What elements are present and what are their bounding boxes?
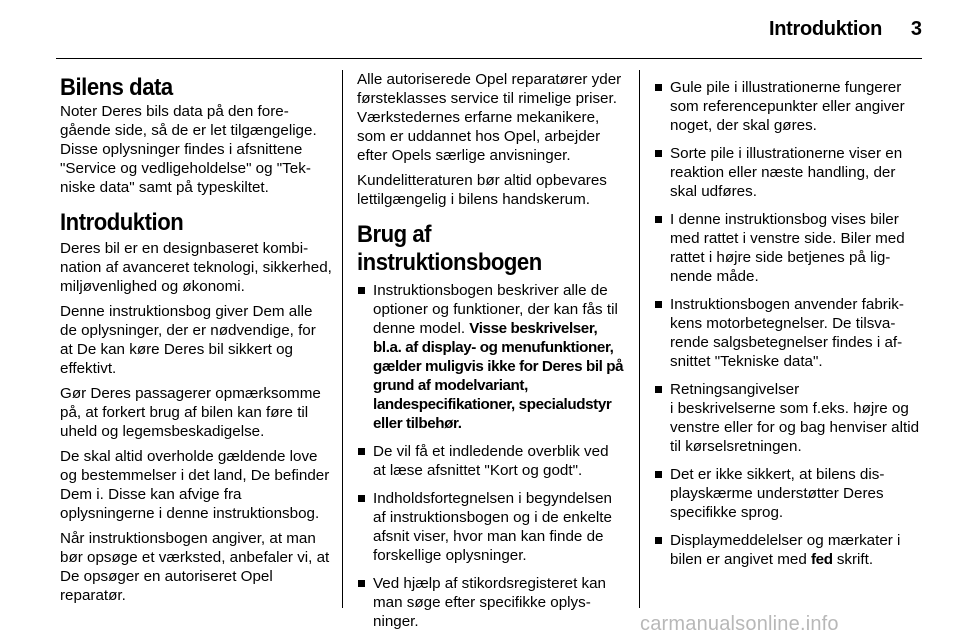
- column-3: [654, 70, 924, 578]
- column-1: [60, 70, 332, 611]
- list-item-text: Instruktionsbogen beskriver alle de optioner og funktioner, der kan fås til denne model.: [373, 282, 618, 337]
- square-bullet-icon: [655, 301, 662, 308]
- square-bullet-icon: [655, 386, 662, 393]
- list-item: [654, 380, 924, 456]
- header-divider: [56, 58, 922, 59]
- list-item-text: Det er ikke sikkert, at bilens displayskærme understøtter Deres specifikke sprog.: [670, 466, 885, 521]
- list-item-text: Indholdsfortegnelsen i begyndelsen af instruktionsbogen og i de enkelte afsnit viser, hvor man kan finde de forskellige oplysninger.: [373, 490, 612, 564]
- paragraph: Alle autoriserede Opel reparatører yder førsteklasses service til rimelige priser. Værkstedernes erfarne mekanikere, som er uddannet hos Opel, arbejder efter Opels særlige anvisninger.: [357, 71, 622, 164]
- list-item-text: De vil få et indledende overblik ved at læse afsnittet "Kort og godt".: [373, 443, 609, 479]
- list-item: [654, 144, 924, 201]
- square-bullet-icon: [655, 471, 662, 478]
- list-item: [357, 489, 625, 565]
- list-item: [357, 281, 625, 433]
- list-item-text: I denne instruktionsbog vises biler med rattet i venstre side. Biler med rattet i højre side betjenes på lignende måde.: [670, 211, 905, 285]
- list-item-text: i beskrivelserne som f.eks. højre og venstre eller for og bag henviser altid til kørselsretningen.: [670, 400, 920, 455]
- square-bullet-icon: [358, 287, 365, 294]
- list-item: [654, 295, 924, 371]
- square-bullet-icon: [655, 84, 662, 91]
- list-item: [654, 78, 924, 135]
- square-bullet-icon: [655, 216, 662, 223]
- list-item-text: Gule pile i illustrationerne fungerer som referencepunkter eller angiver noget, der skal gøres.: [670, 79, 905, 134]
- bullet-list: [357, 281, 625, 631]
- list-item-bold-text: Visse beskrivelser, bl.a. af display- og menufunktioner, gælder muligvis ikke for Deres bil på grund af modelvariant, landespecifikationer, specialudstyr eller tilbehør.: [373, 320, 624, 432]
- column-2: [357, 70, 625, 640]
- square-bullet-icon: [655, 537, 662, 544]
- list-item: [654, 531, 924, 569]
- column-divider-1: [342, 70, 343, 608]
- list-item-bold-text: fed: [811, 551, 833, 568]
- section-heading-introduktion: Introduktion: [60, 209, 184, 236]
- list-item-text: Instruktionsbogen anvender fabrikkens motorbetegnelser. De tilsvarende salgsbetegnelser findes i afsnittet "Tekniske data".: [670, 296, 904, 370]
- list-item-text: skrift.: [832, 551, 874, 568]
- square-bullet-icon: [358, 448, 365, 455]
- page-number: 3: [910, 18, 922, 40]
- list-item: [654, 210, 924, 286]
- list-item-text: Retningsangivelser: [670, 381, 800, 398]
- paragraph: Noter Deres bils data på den foregående side, så de er let tilgængelige. Disse oplysninger findes i afsnittene "Service og vedligeholdelse" og "Tekniske data" samt på typeskiltet.: [60, 103, 317, 196]
- paragraph: Når instruktionsbogen angiver, at man bør opsøge et værksted, anbefaler vi, at De opsøger en autoriseret Opel reparatør.: [60, 530, 330, 604]
- paragraph: Denne instruktionsbog giver Dem alle de oplysninger, der er nødvendige, for at De kan køre Deres bil sikkert og effektivt.: [60, 303, 316, 377]
- square-bullet-icon: [358, 495, 365, 502]
- paragraph: Kundelitteraturen bør altid opbevares lettilgængelig i bilens handskerum.: [357, 172, 607, 208]
- paragraph: Gør Deres passagerer opmærksomme på, at forkert brug af bilen kan føre til uheld og legemsbeskadigelse.: [60, 385, 321, 440]
- section-heading-brug-af-instruktionsbogen: Brug af instruktionsbogen: [357, 221, 542, 276]
- section-heading-bilens-data: Bilens data: [60, 74, 173, 101]
- list-item-text: Displaymeddelelser og mærkater i bilen er angivet med: [670, 532, 901, 568]
- list-item: [654, 465, 924, 522]
- square-bullet-icon: [358, 580, 365, 587]
- list-item-text: Sorte pile i illustrationerne viser en reaktion eller næste handling, der skal udføres.: [670, 145, 903, 200]
- paragraph: Deres bil er en designbaseret kombination af avanceret teknologi, sikkerhed, miljøvenlighed og økonomi.: [60, 240, 332, 295]
- column-divider-2: [639, 70, 640, 608]
- list-item-text: Ved hjælp af stikordsregisteret kan man søge efter specifikke oplysninger.: [373, 575, 606, 630]
- running-header-title: Introduktion: [768, 18, 882, 40]
- list-item: [357, 574, 625, 631]
- square-bullet-icon: [655, 150, 662, 157]
- paragraph: De skal altid overholde gældende love og bestemmelser i det land, De befinder Dem i. Disse kan afvige fra oplysningerne i denne instruktionsbog.: [60, 448, 330, 522]
- watermark: carmanualsonline.info: [640, 613, 839, 635]
- list-item: [357, 442, 625, 480]
- bullet-list: [654, 78, 924, 569]
